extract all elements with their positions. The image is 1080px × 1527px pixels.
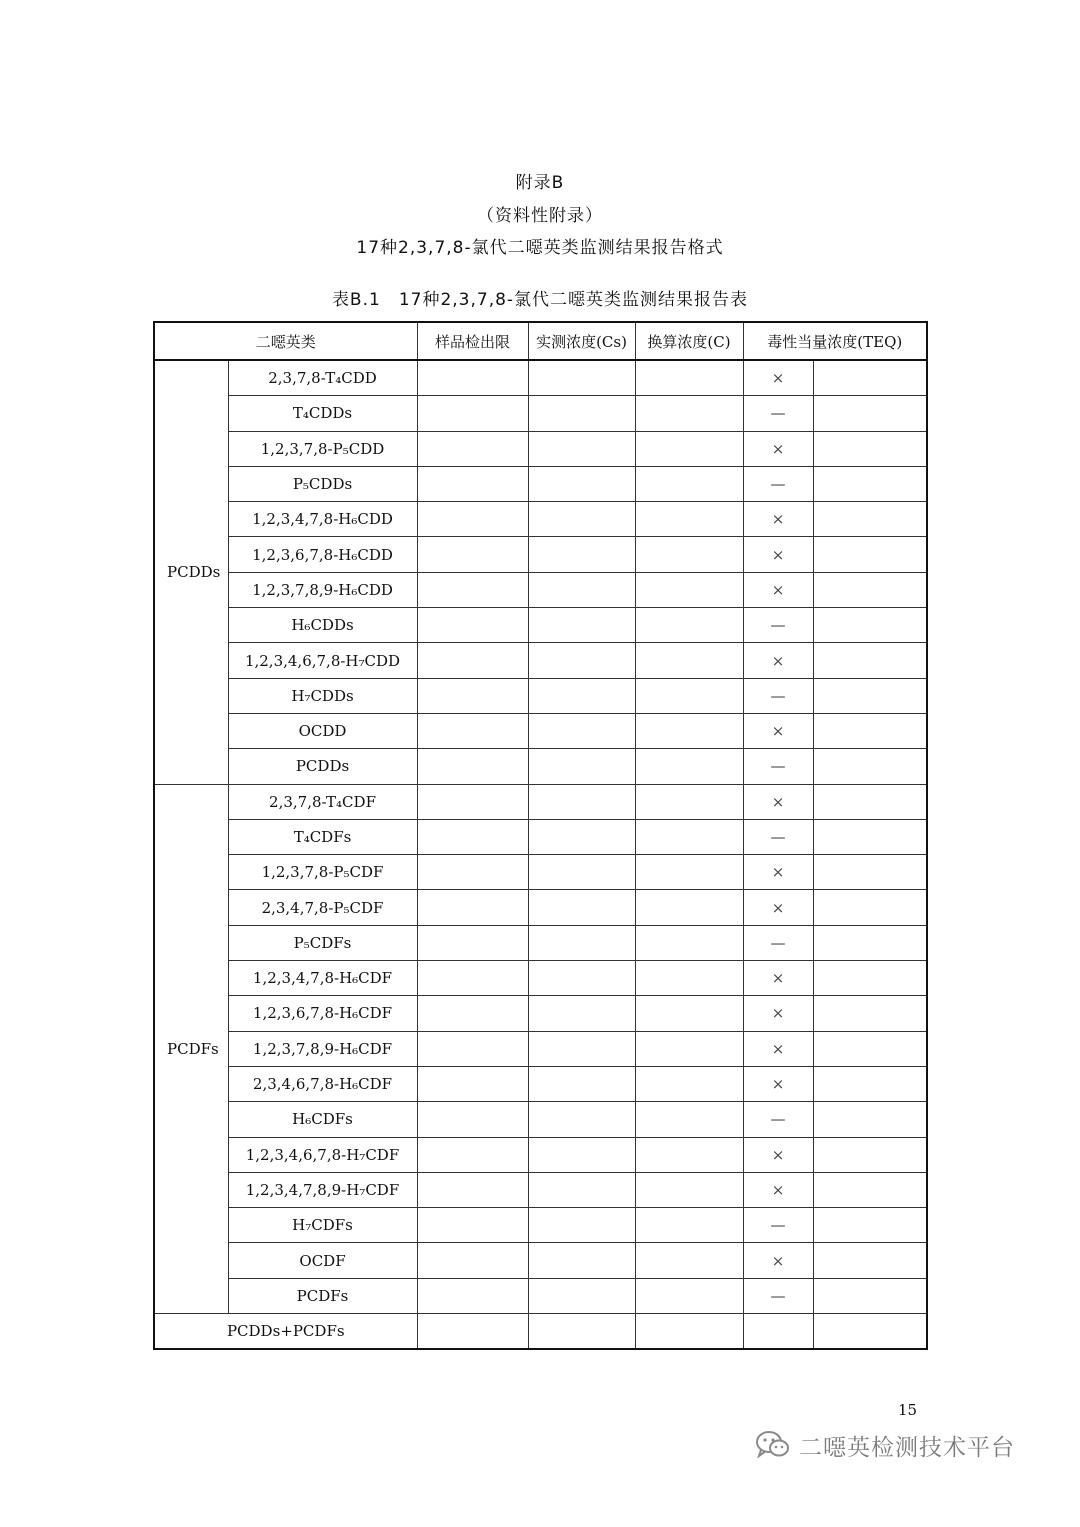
compound-name: T₄CDDs: [228, 396, 417, 431]
tef-mark: ×: [743, 1172, 813, 1207]
teq-value-cell: [813, 1172, 927, 1207]
table-row: [154, 1243, 927, 1278]
detection-limit-cell: [417, 996, 528, 1031]
converted-concentration-cell: [635, 819, 743, 854]
tef-mark: ×: [743, 572, 813, 607]
measured-concentration-cell: [528, 890, 635, 925]
detection-limit-cell: [417, 713, 528, 748]
detection-limit-cell: [417, 749, 528, 784]
teq-value-cell: [813, 360, 927, 396]
detection-limit-cell: [417, 1208, 528, 1243]
measured-concentration-cell: [528, 1314, 635, 1350]
detection-limit-cell: [417, 784, 528, 819]
teq-value-cell: [813, 396, 927, 431]
compound-name: 1,2,3,4,7,8-H₆CDF: [228, 961, 417, 996]
teq-value-cell: [813, 678, 927, 713]
detection-limit-cell: [417, 1066, 528, 1101]
measured-concentration-cell: [528, 396, 635, 431]
column-header: 换算浓度(C): [635, 322, 743, 360]
converted-concentration-cell: [635, 1031, 743, 1066]
converted-concentration-cell: [635, 502, 743, 537]
measured-concentration-cell: [528, 431, 635, 466]
detection-limit-cell: [417, 925, 528, 960]
converted-concentration-cell: [635, 784, 743, 819]
table-row: [154, 1102, 927, 1137]
converted-concentration-cell: [635, 925, 743, 960]
teq-value-cell: [813, 537, 927, 572]
detection-limit-cell: [417, 1243, 528, 1278]
tef-mark: ×: [743, 1031, 813, 1066]
teq-value-cell: [813, 1243, 927, 1278]
appendix-type: （资料性附录）: [477, 206, 603, 226]
teq-value-cell: [813, 1137, 927, 1172]
tef-mark: ×: [743, 961, 813, 996]
compound-name: 1,2,3,7,8-P₅CDD: [228, 431, 417, 466]
watermark-text: 二噁英检测技术平台: [799, 1434, 1015, 1461]
compound-name: 1,2,3,7,8,9-H₆CDF: [228, 1031, 417, 1066]
converted-concentration-cell: [635, 855, 743, 890]
tef-mark: ×: [743, 431, 813, 466]
measured-concentration-cell: [528, 608, 635, 643]
tef-mark: ×: [743, 713, 813, 748]
table-row: [154, 784, 927, 819]
table-row: [154, 925, 927, 960]
document-title: 17种2,3,7,8-氯代二噁英类监测结果报告格式: [356, 238, 724, 258]
compound-name: 1,2,3,7,8-P₅CDF: [228, 855, 417, 890]
measured-concentration-cell: [528, 1278, 635, 1313]
tef-mark: ×: [743, 784, 813, 819]
converted-concentration-cell: [635, 572, 743, 607]
tef-mark: ×: [743, 890, 813, 925]
tef-mark: ×: [743, 502, 813, 537]
detection-limit-cell: [417, 537, 528, 572]
compound-name: 1,2,3,4,6,7,8-H₇CDF: [228, 1137, 417, 1172]
converted-concentration-cell: [635, 996, 743, 1031]
measured-concentration-cell: [528, 572, 635, 607]
total-row: [154, 1314, 927, 1350]
not-applicable-dash: —: [743, 678, 813, 713]
compound-name: 2,3,7,8-T₄CDD: [228, 360, 417, 396]
detection-limit-cell: [417, 502, 528, 537]
teq-value-cell: [813, 749, 927, 784]
converted-concentration-cell: [635, 1172, 743, 1207]
measured-concentration-cell: [528, 855, 635, 890]
measured-concentration-cell: [528, 1137, 635, 1172]
compound-name: T₄CDFs: [228, 819, 417, 854]
detection-limit-cell: [417, 819, 528, 854]
appendix-heading: 附录B: [515, 173, 565, 193]
detection-limit-cell: [417, 396, 528, 431]
group-label: PCDDs: [154, 360, 228, 784]
measured-concentration-cell: [528, 1102, 635, 1137]
compound-name: 2,3,4,6,7,8-H₆CDF: [228, 1066, 417, 1101]
detection-limit-cell: [417, 1278, 528, 1313]
column-header: 样品检出限: [417, 322, 528, 360]
converted-concentration-cell: [635, 360, 743, 396]
table-row: [154, 961, 927, 996]
teq-value-cell: [813, 855, 927, 890]
teq-value-cell: [813, 890, 927, 925]
table-caption: 表B.1 17种2,3,7,8-氯代二噁英类监测结果报告表: [331, 290, 749, 310]
converted-concentration-cell: [635, 1137, 743, 1172]
table-row: [154, 819, 927, 854]
table-row: [154, 608, 927, 643]
page-number: 15: [898, 1401, 918, 1419]
compound-name: H₇CDFs: [228, 1208, 417, 1243]
table-row: [154, 431, 927, 466]
converted-concentration-cell: [635, 678, 743, 713]
table-row: [154, 1278, 927, 1313]
teq-value-cell: [813, 925, 927, 960]
detection-limit-cell: [417, 1137, 528, 1172]
not-applicable-dash: —: [743, 1208, 813, 1243]
teq-value-cell: [813, 819, 927, 854]
table-body: [154, 360, 927, 1349]
compound-name: PCDFs: [228, 1278, 417, 1313]
measured-concentration-cell: [528, 996, 635, 1031]
table-row: [154, 713, 927, 748]
not-applicable-dash: —: [743, 1278, 813, 1313]
teq-value-cell: [813, 1066, 927, 1101]
table-row: [154, 1066, 927, 1101]
compound-name: 2,3,7,8-T₄CDF: [228, 784, 417, 819]
not-applicable-dash: —: [743, 608, 813, 643]
converted-concentration-cell: [635, 396, 743, 431]
detection-limit-cell: [417, 855, 528, 890]
detection-limit-cell: [417, 608, 528, 643]
converted-concentration-cell: [635, 961, 743, 996]
teq-value-cell: [813, 608, 927, 643]
tef-mark: ×: [743, 1243, 813, 1278]
measured-concentration-cell: [528, 961, 635, 996]
converted-concentration-cell: [635, 431, 743, 466]
compound-name: 1,2,3,6,7,8-H₆CDD: [228, 537, 417, 572]
converted-concentration-cell: [635, 1314, 743, 1350]
measured-concentration-cell: [528, 1208, 635, 1243]
tef-mark: ×: [743, 1137, 813, 1172]
measured-concentration-cell: [528, 678, 635, 713]
detection-limit-cell: [417, 466, 528, 501]
compound-name: 1,2,3,4,6,7,8-H₇CDD: [228, 643, 417, 678]
detection-limit-cell: [417, 643, 528, 678]
column-header: 实测浓度(Cs): [528, 322, 635, 360]
detection-limit-cell: [417, 1314, 528, 1350]
teq-value-cell: [813, 572, 927, 607]
compound-name: 1,2,3,6,7,8-H₆CDF: [228, 996, 417, 1031]
teq-value-cell: [813, 431, 927, 466]
table-row: [154, 643, 927, 678]
detection-limit-cell: [417, 572, 528, 607]
table-row: [154, 572, 927, 607]
detection-limit-cell: [417, 431, 528, 466]
compound-name: 1,2,3,4,7,8,9-H₇CDF: [228, 1172, 417, 1207]
compound-name: P₅CDFs: [228, 925, 417, 960]
detection-limit-cell: [417, 961, 528, 996]
not-applicable-dash: —: [743, 925, 813, 960]
tef-mark: ×: [743, 537, 813, 572]
compound-name: OCDF: [228, 1243, 417, 1278]
teq-value-cell: [813, 1278, 927, 1313]
table-row: [154, 537, 927, 572]
converted-concentration-cell: [635, 643, 743, 678]
measured-concentration-cell: [528, 925, 635, 960]
teq-value-cell: [813, 466, 927, 501]
detection-limit-cell: [417, 678, 528, 713]
table-row: [154, 855, 927, 890]
table-row: [154, 1172, 927, 1207]
converted-concentration-cell: [635, 1243, 743, 1278]
teq-value-cell: [813, 502, 927, 537]
measured-concentration-cell: [528, 819, 635, 854]
teq-value-cell: [813, 643, 927, 678]
detection-limit-cell: [417, 1102, 528, 1137]
compound-name: P₅CDDs: [228, 466, 417, 501]
not-applicable-dash: —: [743, 396, 813, 431]
tef-mark: ×: [743, 855, 813, 890]
measured-concentration-cell: [528, 784, 635, 819]
measured-concentration-cell: [528, 1172, 635, 1207]
measured-concentration-cell: [528, 713, 635, 748]
detection-limit-cell: [417, 1172, 528, 1207]
measured-concentration-cell: [528, 1031, 635, 1066]
detection-limit-cell: [417, 890, 528, 925]
table-row: [154, 890, 927, 925]
not-applicable-dash: —: [743, 1102, 813, 1137]
converted-concentration-cell: [635, 749, 743, 784]
teq-value-cell: [813, 1314, 927, 1350]
table-row: [154, 1137, 927, 1172]
compound-name: PCDDs: [228, 749, 417, 784]
compound-name: 1,2,3,4,7,8-H₆CDD: [228, 502, 417, 537]
teq-value-cell: [813, 1102, 927, 1137]
teq-value-cell: [813, 996, 927, 1031]
tef-mark: ×: [743, 996, 813, 1031]
column-header: 毒性当量浓度(TEQ): [743, 322, 927, 360]
converted-concentration-cell: [635, 890, 743, 925]
watermark: [755, 1428, 1015, 1462]
not-applicable-dash: —: [743, 749, 813, 784]
measured-concentration-cell: [528, 1066, 635, 1101]
table-row: [154, 678, 927, 713]
converted-concentration-cell: [635, 1208, 743, 1243]
total-label: PCDDs+PCDFs: [154, 1314, 417, 1350]
converted-concentration-cell: [635, 1102, 743, 1137]
table-row: [154, 996, 927, 1031]
table-row: [154, 749, 927, 784]
compound-name: 2,3,4,7,8-P₅CDF: [228, 890, 417, 925]
measured-concentration-cell: [528, 749, 635, 784]
compound-name: H₆CDDs: [228, 608, 417, 643]
group-label: PCDFs: [154, 784, 228, 1313]
converted-concentration-cell: [635, 537, 743, 572]
column-header: 二噁英类: [154, 322, 417, 360]
table-row: [154, 502, 927, 537]
table-header-row: [154, 322, 927, 360]
tef-mark: ×: [743, 1066, 813, 1101]
converted-concentration-cell: [635, 608, 743, 643]
table-row: [154, 360, 927, 396]
measured-concentration-cell: [528, 643, 635, 678]
measured-concentration-cell: [528, 502, 635, 537]
wechat-icon: [755, 1430, 791, 1460]
detection-limit-cell: [417, 1031, 528, 1066]
tef-mark: ×: [743, 360, 813, 396]
compound-name: H₆CDFs: [228, 1102, 417, 1137]
measured-concentration-cell: [528, 466, 635, 501]
converted-concentration-cell: [635, 1066, 743, 1101]
table-row: [154, 1208, 927, 1243]
teq-value-cell: [813, 961, 927, 996]
converted-concentration-cell: [635, 466, 743, 501]
not-applicable-dash: —: [743, 466, 813, 501]
tef-mark: ×: [743, 643, 813, 678]
teq-value-cell: [813, 713, 927, 748]
teq-value-cell: [813, 1031, 927, 1066]
measured-concentration-cell: [528, 1243, 635, 1278]
measured-concentration-cell: [528, 360, 635, 396]
detection-limit-cell: [417, 360, 528, 396]
compound-name: H₇CDDs: [228, 678, 417, 713]
tef-mark: [743, 1314, 813, 1350]
table-row: [154, 1031, 927, 1066]
compound-name: 1,2,3,7,8,9-H₆CDD: [228, 572, 417, 607]
report-table: [153, 321, 928, 1350]
teq-value-cell: [813, 1208, 927, 1243]
measured-concentration-cell: [528, 537, 635, 572]
teq-value-cell: [813, 784, 927, 819]
compound-name: OCDD: [228, 713, 417, 748]
converted-concentration-cell: [635, 1278, 743, 1313]
table-row: [154, 466, 927, 501]
table-row: [154, 396, 927, 431]
converted-concentration-cell: [635, 713, 743, 748]
not-applicable-dash: —: [743, 819, 813, 854]
